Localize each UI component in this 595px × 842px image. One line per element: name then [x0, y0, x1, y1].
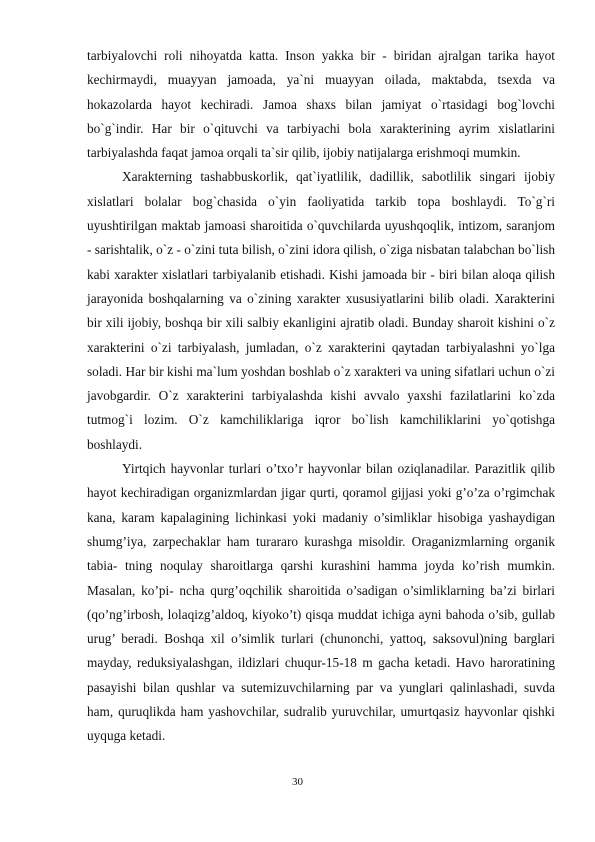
- paragraph-3: Yirtqich hayvonlar turlari o’txo’r hayvonlar bilan oziqlanadilar. Parazitlik qilib hayot kechiradigan organizmlardan jigar qurti, qoramol gijjasi yoki g’o’za o’rgimchak kana, karam kapalagining lichinkasi yoki madaniy o’simliklar hisobiga yashaydigan shumg’iya, zarpechaklar ham turararo kurashga misoldir. Oraganizmlarning organik tabia- tning noqulay sharoitlarga qarshi kurashini hamma joyda ko’rish mumkin. Masalan, ko’pi- ncha qurg’oqchilik sharoitida o’sadigan o’simliklarning ba’zi birlari (qo’ng’irbosh, lolaqizg’aldoq, kiyoko’t) qisqa muddat ichiga ayni bahoda o’sib, gullab urug’ beradi. Boshqa xil o’simlik turlari (chunonchi, yattoq, saksovul)ning barglari mayday, reduksiyalashgan, ildizlari chuqur-15-18 m gacha ketadi. Havo haroratining pasayishi bilan qushlar va sutemizuvchilarning par va yunglari qalinlashadi, suvda ham, quruqlikda ham yashovchilar, sudralib yuruvchilar, umurtqasiz hayvonlar qishki uyquga ketadi.: [87, 461, 555, 744]
- paragraph-2: Xarakterning tashabbuskorlik, qat`iyatlilik, dadillik, sabotlilik singari ijobiy xislatlari bolalar bog`chasida o`yin faoliyatida tarkib topa boshlaydi. To`g`ri uyushtirilgan maktab jamoasi sharoitida o`quvchilarda uyushqoqlik, intizom, saranjom - sarishtalik, o`z - o`zini tuta bilish, o`zini idora qilish, o`ziga nisbatan talabchan bo`lish kabi xarakter xislatlari tarbiyalanib etishadi. Kishi jamoada bir - biri bilan aloqa qilish jarayonida boshqalarning va o`zining xarakter xususiyatlarini bilib oladi. Xarakterini bir xili ijobiy, boshqa bir xili salbiy ekanligini ajratib oladi. Bunday sharoit kishini o`z xarakterini o`zi tarbiyalash, jumladan, o`z xarakterini qaytadan tarbiyalashni yo`lga soladi. Har bir kishi ma`lum yoshdan boshlab o`z xarakteri va uning sifatlari uchun o`zi javobgardir. O`z xarakterini tarbiyalashda kishi avvalo yaxshi fazilatlarini ko`zda tutmog`i lozim. O`z kamchiliklariga iqror bo`lish kamchiliklarini yo`qotishga boshlaydi.: [87, 169, 555, 452]
- body-text: [87, 44, 555, 749]
- page-number: 30: [292, 776, 303, 788]
- paragraph-1: tarbiyalovchi roli nihoyatda katta. Inson yakka bir - biridan ajralgan tarika hayot kechirmaydi, muayyan jamoada, ya`ni muayyan oilada, maktabda, tsexda va hokazolarda hayot kechiradi. Jamoa shaxs bilan jamiyat o`rtasidagi bog`lovchi bo`g`indir. Har bir o`qituvchi va tarbiyachi bola xarakterining ayrim xislatlarini tarbiyalashda faqat jamoa orqali ta`sir qilib, ijobiy natijalarga erishmoqi mumkin.: [87, 48, 555, 161]
